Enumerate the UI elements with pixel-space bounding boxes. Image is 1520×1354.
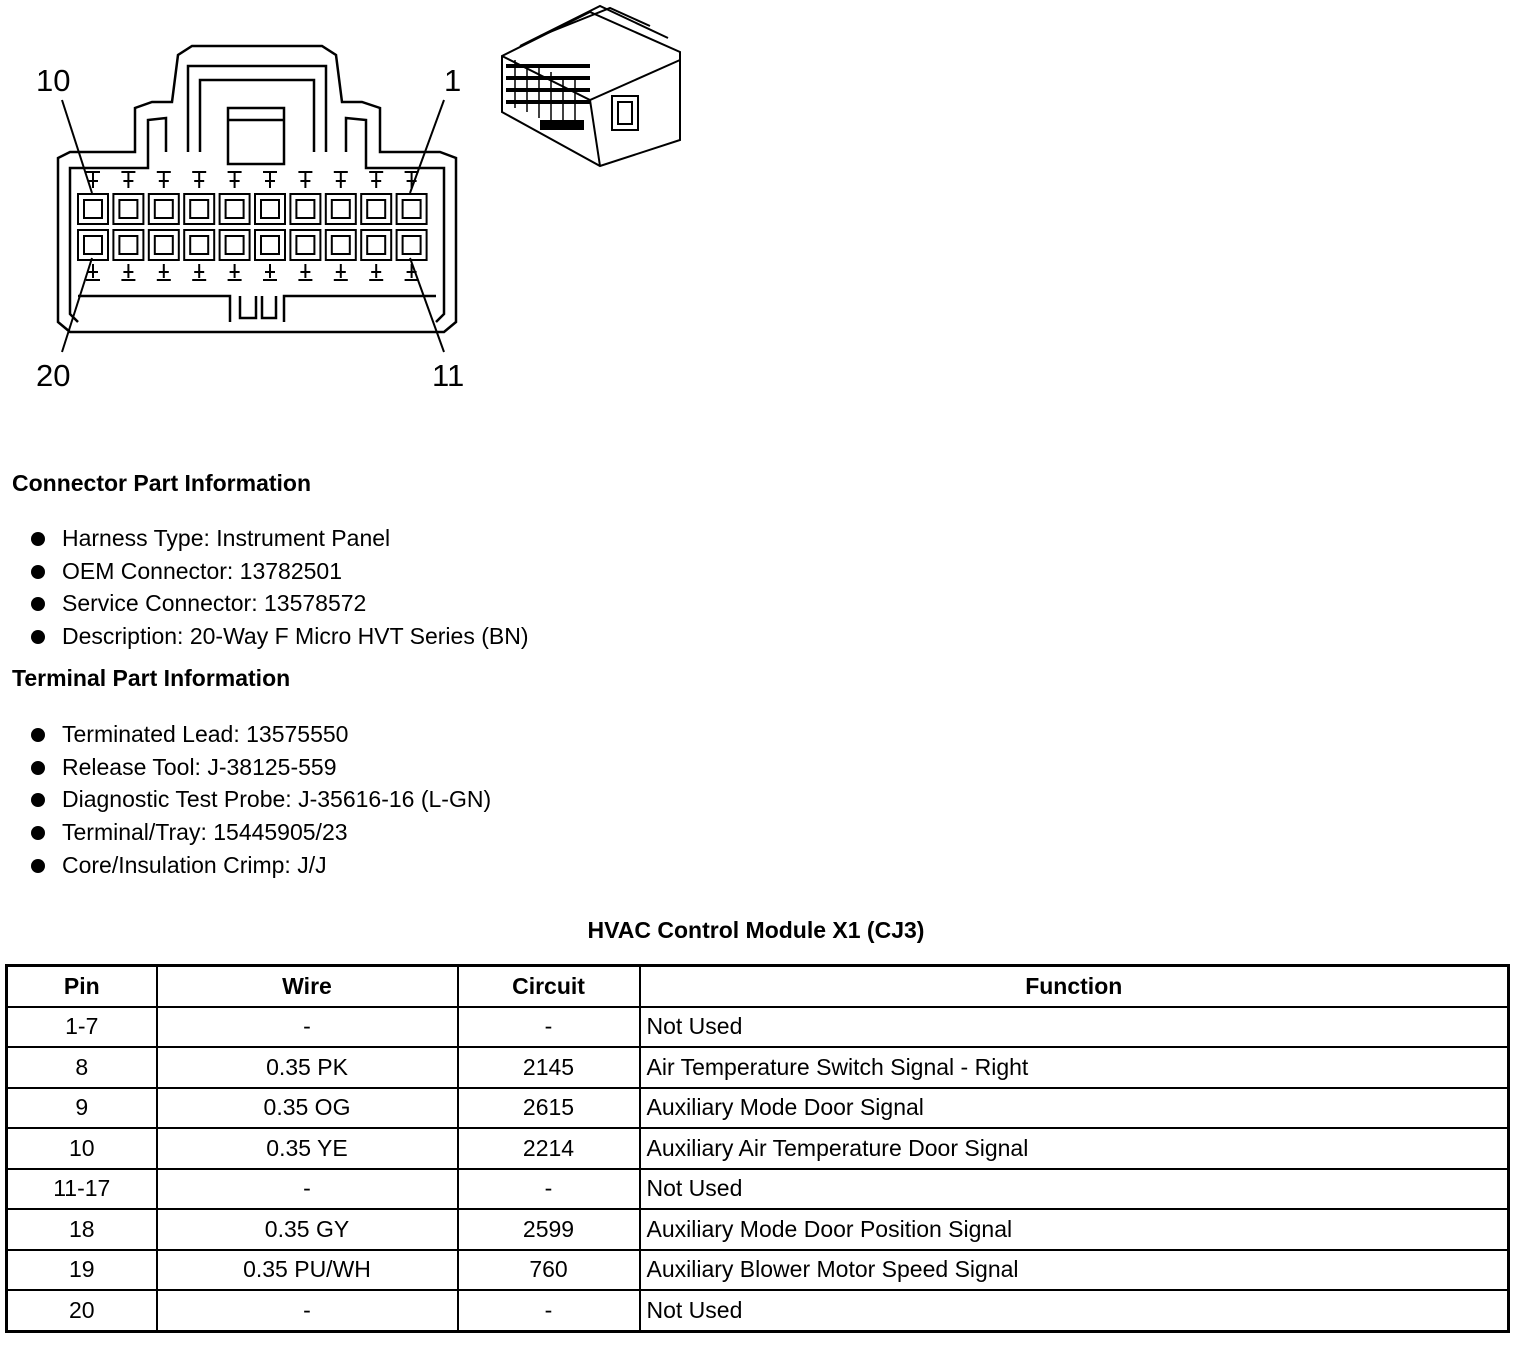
- terminal-cavity-inner: [190, 236, 208, 254]
- connector-isometric-view: [0, 0, 700, 180]
- terminal-cavity: [184, 230, 214, 260]
- cell-wire: 0.35 GY: [157, 1209, 458, 1250]
- list-item: Core/Insulation Crimp: J/J: [28, 849, 491, 882]
- terminal-cavity: [397, 194, 427, 224]
- table-row: [7, 1047, 1509, 1088]
- cell-wire: 0.35 YE: [157, 1128, 458, 1169]
- terminal-lock-tab: [228, 264, 242, 280]
- terminal-lock-tab: [121, 264, 135, 280]
- cell-circuit: 760: [458, 1250, 640, 1291]
- cell-pin: 1-7: [7, 1007, 157, 1048]
- pin-label-10: 10: [36, 63, 71, 98]
- terminal-cavity-inner: [296, 200, 314, 218]
- terminal-cavity: [326, 230, 356, 260]
- terminal-cavity: [255, 194, 285, 224]
- terminal-cavity: [113, 194, 143, 224]
- bullet-icon: [31, 728, 45, 742]
- terminal-cavity: [149, 230, 179, 260]
- pin-label-20: 20: [36, 358, 71, 393]
- cell-wire: -: [157, 1290, 458, 1331]
- connector-part-info-title: Connector Part Information: [12, 470, 312, 496]
- cell-pin: 10: [7, 1128, 157, 1169]
- bullet-icon: [31, 597, 45, 611]
- bullet-icon: [31, 826, 45, 840]
- terminal-cavity: [397, 230, 427, 260]
- table-row: [7, 1290, 1509, 1331]
- terminal-cavity: [113, 230, 143, 260]
- bullet-icon: [31, 532, 45, 546]
- cell-function: Auxiliary Mode Door Position Signal: [640, 1209, 1509, 1250]
- cell-circuit: 2615: [458, 1088, 640, 1129]
- terminal-cavity-inner: [261, 236, 279, 254]
- terminal-cavity-inner: [261, 200, 279, 218]
- cell-circuit: -: [458, 1007, 640, 1048]
- terminal-cavity-inner: [332, 200, 350, 218]
- list-item: Service Connector: 13578572: [28, 587, 528, 620]
- cell-wire: 0.35 PU/WH: [157, 1250, 458, 1291]
- cell-function: Not Used: [640, 1169, 1509, 1210]
- terminal-cavity-inner: [226, 236, 244, 254]
- terminal-cavity-inner: [119, 236, 137, 254]
- column-header-circuit: Circuit: [458, 966, 640, 1007]
- list-item: OEM Connector: 13782501: [28, 555, 528, 588]
- table-title: HVAC Control Module X1 (CJ3): [587, 917, 925, 943]
- table-row: [7, 1007, 1509, 1048]
- list-item: Description: 20-Way F Micro HVT Series (BN): [28, 620, 528, 653]
- table-header-row: [7, 966, 1509, 1007]
- terminal-cavity: [290, 230, 320, 260]
- terminal-lock-tab: [298, 264, 312, 280]
- bullet-icon: [31, 761, 45, 775]
- cell-circuit: -: [458, 1290, 640, 1331]
- list-item: Terminal/Tray: 15445905/23: [28, 816, 491, 849]
- cell-circuit: 2145: [458, 1047, 640, 1088]
- cell-pin: 20: [7, 1290, 157, 1331]
- terminal-cavity: [326, 194, 356, 224]
- cell-pin: 9: [7, 1088, 157, 1129]
- column-header-function: Function: [640, 966, 1509, 1007]
- terminal-part-info-list: [28, 718, 491, 881]
- column-header-pin: Pin: [7, 966, 157, 1007]
- cell-wire: 0.35 OG: [157, 1088, 458, 1129]
- cell-function: Auxiliary Air Temperature Door Signal: [640, 1128, 1509, 1169]
- table-row: [7, 1169, 1509, 1210]
- cell-pin: 19: [7, 1250, 157, 1291]
- column-header-wire: Wire: [157, 966, 458, 1007]
- terminal-lock-tab: [192, 264, 206, 280]
- terminal-cavity-inner: [332, 236, 350, 254]
- terminal-cavity: [255, 230, 285, 260]
- terminal-cavity-inner: [190, 200, 208, 218]
- table-row: [7, 1088, 1509, 1129]
- terminal-cavity: [361, 230, 391, 260]
- terminal-lock-tab: [157, 264, 171, 280]
- terminal-cavity-inner: [84, 200, 102, 218]
- bullet-icon: [31, 859, 45, 873]
- cell-circuit: 2599: [458, 1209, 640, 1250]
- terminal-cavity-inner: [403, 200, 421, 218]
- terminal-cavity: [361, 194, 391, 224]
- terminal-cavity: [220, 230, 250, 260]
- connector-part-info-list: [28, 522, 528, 653]
- list-item: Harness Type: Instrument Panel: [28, 522, 528, 555]
- terminal-cavity: [220, 194, 250, 224]
- cell-wire: -: [157, 1169, 458, 1210]
- terminal-cavity-inner: [367, 236, 385, 254]
- list-item: Terminated Lead: 13575550: [28, 718, 491, 751]
- cell-wire: 0.35 PK: [157, 1047, 458, 1088]
- bullet-icon: [31, 630, 45, 644]
- terminal-cavity-inner: [84, 236, 102, 254]
- terminal-lock-tab: [334, 264, 348, 280]
- terminal-part-info-title: Terminal Part Information: [12, 665, 291, 691]
- cell-pin: 11-17: [7, 1169, 157, 1210]
- cell-pin: 18: [7, 1209, 157, 1250]
- terminal-lock-tab: [369, 264, 383, 280]
- cell-function: Not Used: [640, 1007, 1509, 1048]
- bullet-icon: [31, 565, 45, 579]
- pin-label-1: 1: [444, 63, 462, 98]
- terminal-cavity-inner: [119, 200, 137, 218]
- terminal-cavity: [78, 230, 108, 260]
- table-row: [7, 1128, 1509, 1169]
- terminal-lock-tab: [263, 264, 277, 280]
- list-item: Release Tool: J-38125-559: [28, 751, 491, 784]
- cell-circuit: 2214: [458, 1128, 640, 1169]
- terminal-cavity-inner: [403, 236, 421, 254]
- terminal-cavity-inner: [226, 200, 244, 218]
- cell-wire: -: [157, 1007, 458, 1048]
- terminal-cavity-inner: [155, 200, 173, 218]
- terminal-cavity: [149, 194, 179, 224]
- list-item: Diagnostic Test Probe: J-35616-16 (L-GN): [28, 783, 491, 816]
- terminal-cavity-inner: [367, 200, 385, 218]
- cell-circuit: -: [458, 1169, 640, 1210]
- bullet-icon: [31, 793, 45, 807]
- terminal-cavity: [78, 194, 108, 224]
- table-row: [7, 1250, 1509, 1291]
- cell-pin: 8: [7, 1047, 157, 1088]
- terminal-cavity-inner: [296, 236, 314, 254]
- pinout-table: [5, 964, 1510, 1333]
- terminal-cavity: [290, 194, 320, 224]
- cell-function: Air Temperature Switch Signal - Right: [640, 1047, 1509, 1088]
- terminal-cavity: [184, 194, 214, 224]
- cell-function: Auxiliary Mode Door Signal: [640, 1088, 1509, 1129]
- cell-function: Auxiliary Blower Motor Speed Signal: [640, 1250, 1509, 1291]
- cell-function: Not Used: [640, 1290, 1509, 1331]
- terminal-cavity-inner: [155, 236, 173, 254]
- table-row: [7, 1209, 1509, 1250]
- pin-label-11: 11: [432, 358, 465, 393]
